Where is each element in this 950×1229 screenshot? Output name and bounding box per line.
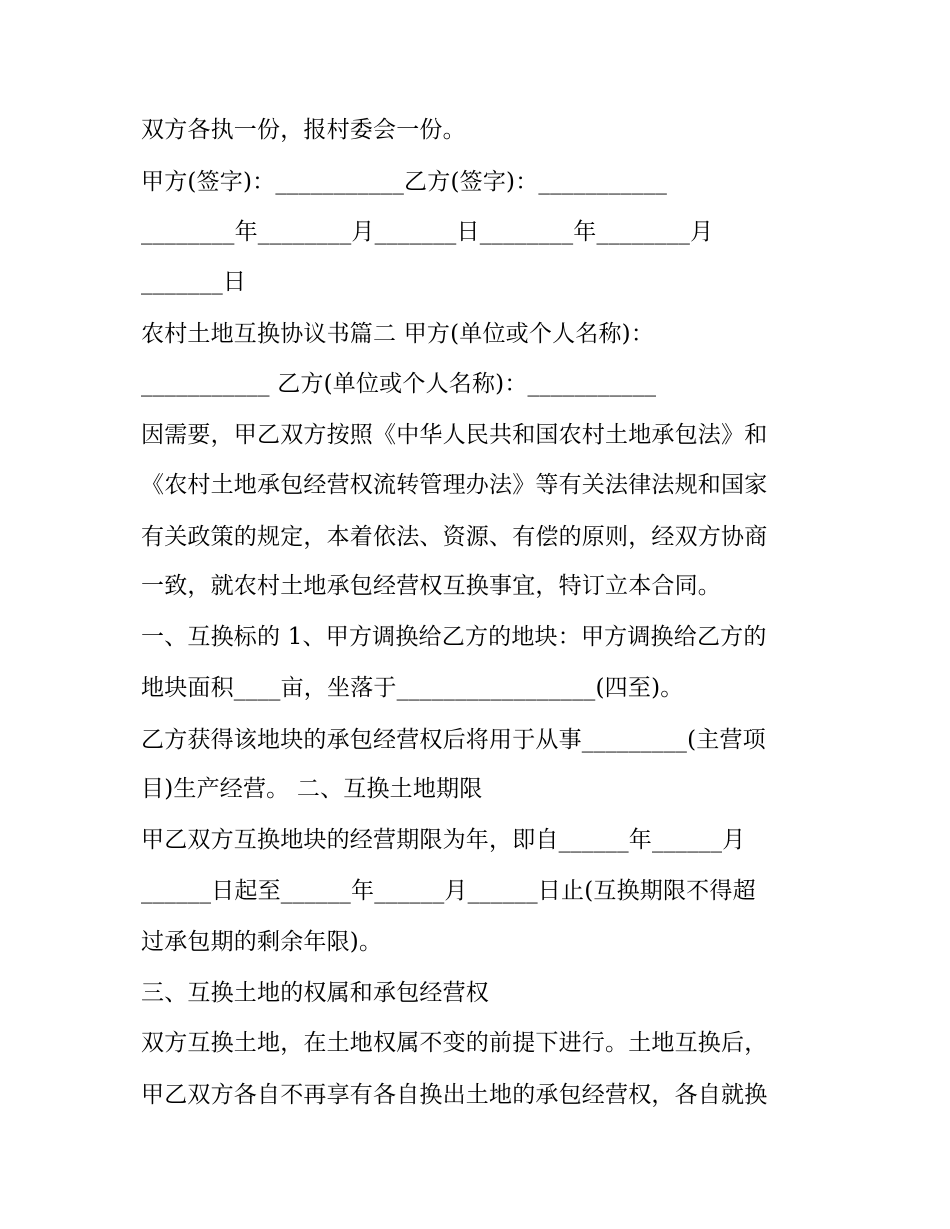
- date-line: _______日: [141, 269, 247, 295]
- section-heading: 农村土地互换协议书篇二 甲方(单位或个人名称)：: [141, 321, 655, 347]
- section-heading: 三、互换土地的权属和承包经营权: [141, 980, 489, 1006]
- party-line: ___________ 乙方(单位或个人名称)：___________: [141, 371, 657, 397]
- text-line: 双方互换土地，在土地权属不变的前提下进行。土地互换后，: [141, 1030, 768, 1056]
- text-line: ______日起至______年______月______日止(互换期限不得超: [141, 878, 756, 904]
- text-line: 甲乙双方互换地块的经营期限为年，即自______年______月: [141, 827, 746, 853]
- text-line: 《农村土地承包经营权流转管理办法》等有关法律法规和国家: [141, 472, 768, 498]
- text-line: 双方各执一份，报村委会一份。: [141, 117, 466, 143]
- text-line: 目)生产经营。 二、互换土地期限: [141, 776, 483, 802]
- text-line: 一、互换标的 1、甲方调换给乙方的地块：甲方调换给乙方的: [141, 624, 767, 650]
- text-line: 因需要，甲乙双方按照《中华人民共和国农村土地承包法》和: [141, 422, 768, 448]
- text-line: 有关政策的规定，本着依法、资源、有偿的原则，经双方协商: [141, 524, 768, 550]
- text-line: 一致，就农村土地承包经营权互换事宜，特订立本合同。: [141, 573, 721, 599]
- text-line: 乙方获得该地块的承包经营权后将用于从事_________(主营项: [141, 727, 766, 753]
- date-line: ________年________月_______日________年________月: [141, 219, 714, 245]
- text-line: 地块面积____亩，坐落于_________________(四至)。: [141, 675, 684, 701]
- text-line: 过承包期的剩余年限)。: [141, 929, 383, 955]
- signature-line: 甲方(签字)：___________乙方(签字)：___________: [141, 169, 668, 195]
- text-line: 甲乙双方各自不再享有各自换出土地的承包经营权，各自就换: [141, 1082, 768, 1108]
